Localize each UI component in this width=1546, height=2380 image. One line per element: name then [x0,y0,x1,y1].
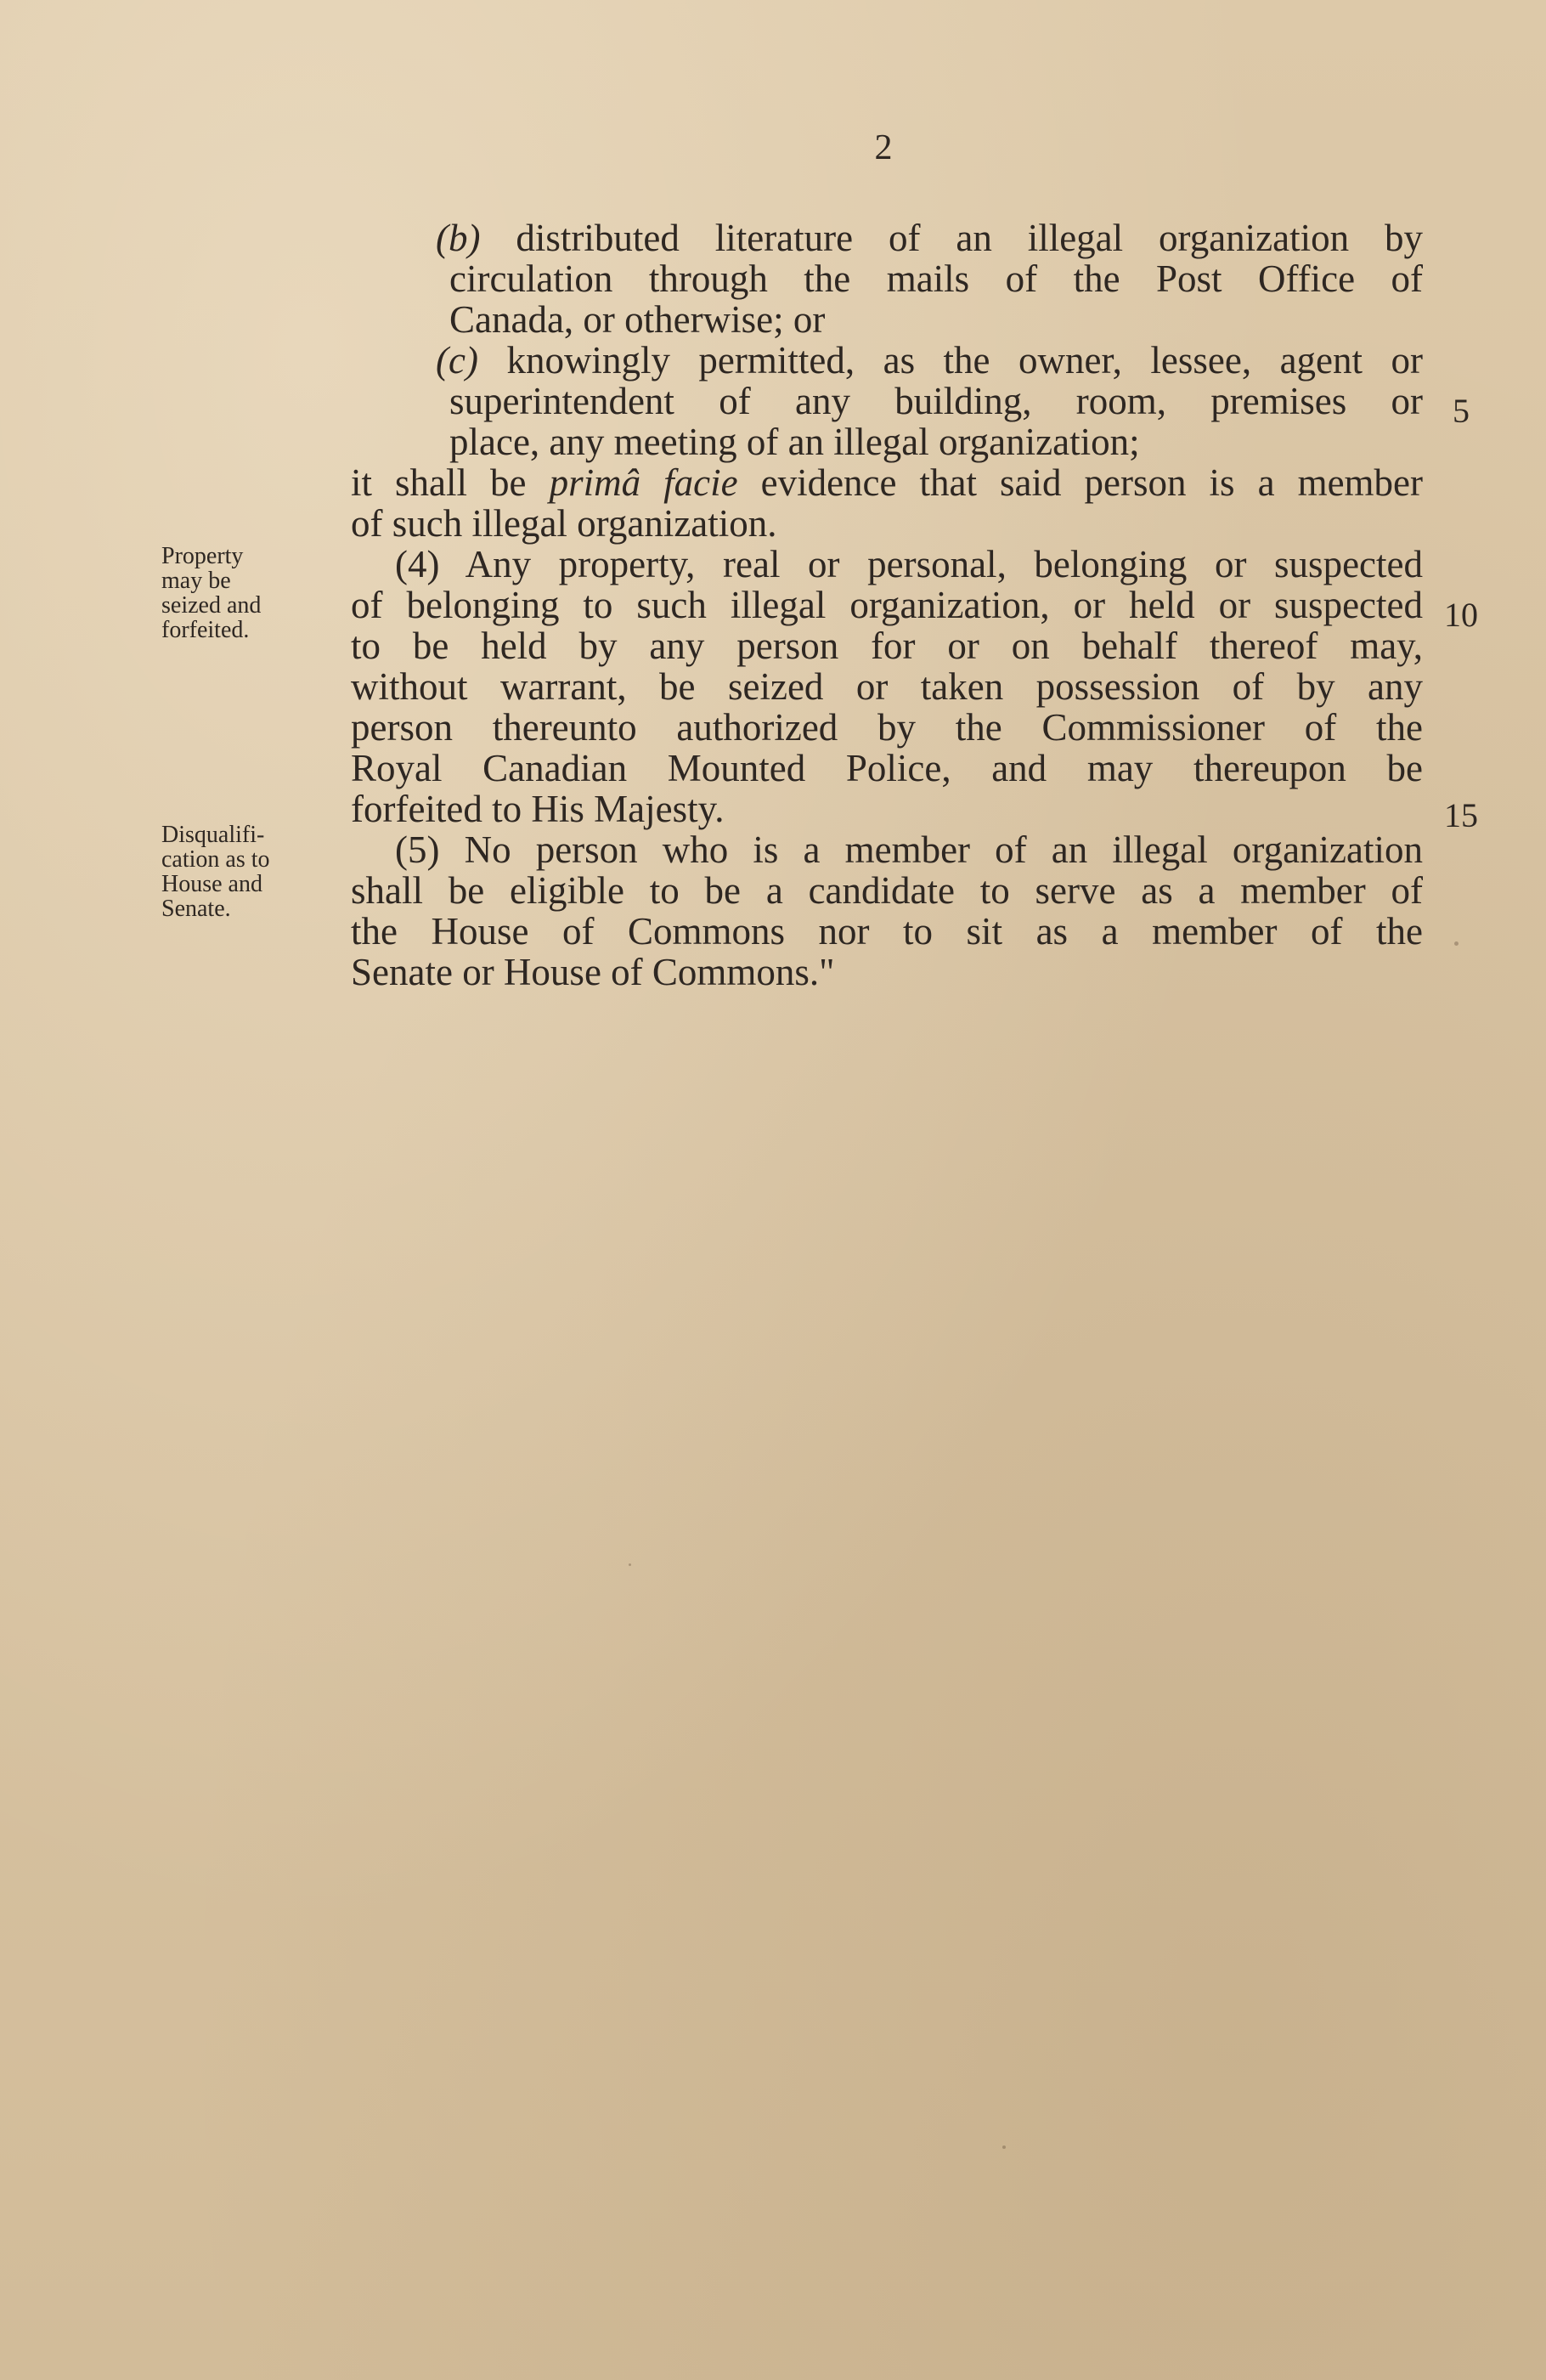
page-number: 2 [874,128,893,167]
item-c-line-3: place, any meeting of an illegal organization; [449,421,1140,463]
conclusion-line-1: it shall be primâ facie evidence that said person is a member [351,461,1424,504]
para4-line-2: of belonging to such illegal organization, or held or suspected [351,584,1423,626]
margin-note-line: seized and [161,592,262,619]
item-b-text: distributed literature of an illegal organization by [516,217,1423,259]
conclusion-line-2: of such illegal organization. [351,502,777,545]
para4-line-3: to be held by any person for or on behalf thereof may, [351,625,1423,667]
line-number: 5 [1453,392,1470,430]
para4-line-5: person thereunto authorized by the Commissioner of the [351,706,1423,749]
item-c-text: knowingly permitted, as the owner, lessee, agent or [506,339,1423,382]
item-b-marker: (b) [436,217,481,259]
line-number: 10 [1444,596,1478,634]
prima-facie: primâ facie [549,461,738,504]
paper-speck [1454,941,1459,946]
margin-note-line: Property [161,543,244,569]
para5-line-4: Senate or House of Commons." [351,951,835,993]
paper-speck [629,1563,631,1566]
para5-line-3: the House of Commons nor to sit as a member of the [351,910,1423,953]
margin-note-disqualification [161,823,323,921]
para5-line-1: (5) No person who is a member of an illegal organization [395,828,1423,871]
item-c-line-1 [351,340,1423,381]
margin-note-property [161,544,323,642]
item-c-marker: (c) [436,339,478,382]
para4-line-4: without warrant, be seized or taken possession of by any [351,665,1423,708]
paper-speck [1002,2145,1006,2149]
margin-note-line: Senate. [161,896,231,922]
margin-note-line: cation as to [161,846,270,873]
item-b-line-3: Canada, or otherwise; or [449,298,826,341]
line-number: 15 [1444,796,1478,834]
para4-line-6: Royal Canadian Mounted Police, and may thereupon be [351,747,1423,789]
para4-line-1: (4) Any property, real or personal, belonging or suspected [395,543,1423,585]
margin-note-line: House and [161,871,262,897]
margin-note-line: forfeited. [161,617,250,643]
margin-note-line: may be [161,568,231,594]
margin-note-line: Disqualifi- [161,822,265,848]
item-c-line-2: superintendent of any building, room, premises or [449,380,1423,422]
body-text [351,218,1423,992]
item-b-line-1 [351,218,1423,258]
para4-line-7: forfeited to His Majesty. [351,788,725,830]
item-b-line-2: circulation through the mails of the Post Office of [449,257,1423,300]
para5-line-2: shall be eligible to be a candidate to serve as a member of [351,869,1423,912]
